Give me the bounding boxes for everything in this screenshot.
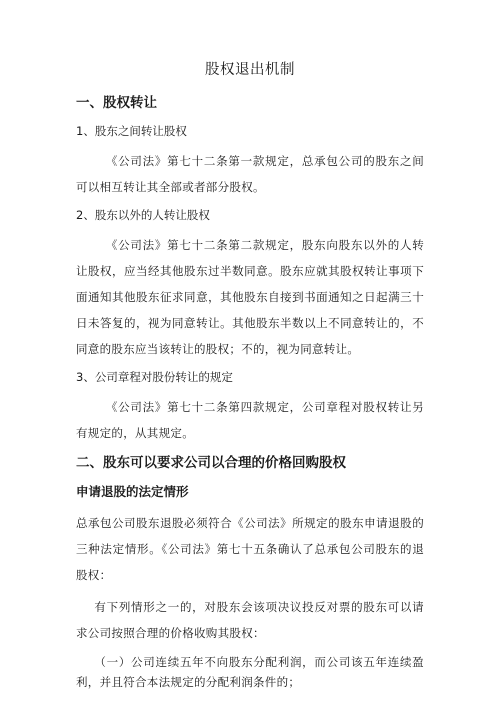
paragraph-articles-provisions: 《公司法》第七十二条第四款规定，公司章程对股权转让另有规定的，从其规定。 [76, 400, 424, 440]
subsection-heading-to-outsiders: 2、股东以外的人转让股权 [76, 208, 210, 222]
document-title: 股权退出机制 [205, 62, 295, 78]
subheading-statutory-withdrawal: 申请退股的法定情形 [76, 484, 189, 499]
paragraph-between-shareholders: 《公司法》第七十二条第一款规定，总承包公司的股东之间可以相互转让其全部或者部分股权。 [76, 154, 424, 194]
section-heading-buyback: 二、股东可以要求公司以合理的价格回购股权 [76, 455, 346, 471]
paragraph-buyback-request: 有下列情形之一的，对股东会该项决议投反对票的股东可以请求公司按照合理的价格收购其股权： [76, 600, 424, 640]
subsection-heading-between-shareholders: 1、股东之间转让股权 [76, 124, 187, 138]
subsection-heading-articles-provisions: 3、公司章程对股份转让的规定 [76, 370, 233, 384]
list-item-condition-1: （一）公司连续五年不向股东分配利润，而公司该五年连续盈利，并且符合本法规定的分配利润条件的； [76, 655, 424, 689]
paragraph-to-outsiders: 《公司法》第七十二条第二款规定，股东向股东以外的人转让股权，应当经其他股东过半数同意。股东应就其股权转让事项下面通知其他股东征求同意，其他股东自接到书面通知之日起满三十日未答复的，视为同意转让。其他股东半数以上不同意转让的，不同意的股东应当该转让的股权；不的，视为同意转让。 [76, 238, 424, 356]
paragraph-withdrawal-conditions: 总承包公司股东退股必须符合《公司法》所规定的股东申请退股的三种法定情形。《公司法》第七十五条确认了总承包公司股东的退股权： [76, 516, 424, 582]
section-heading-equity-transfer: 一、股权转让 [76, 95, 157, 111]
